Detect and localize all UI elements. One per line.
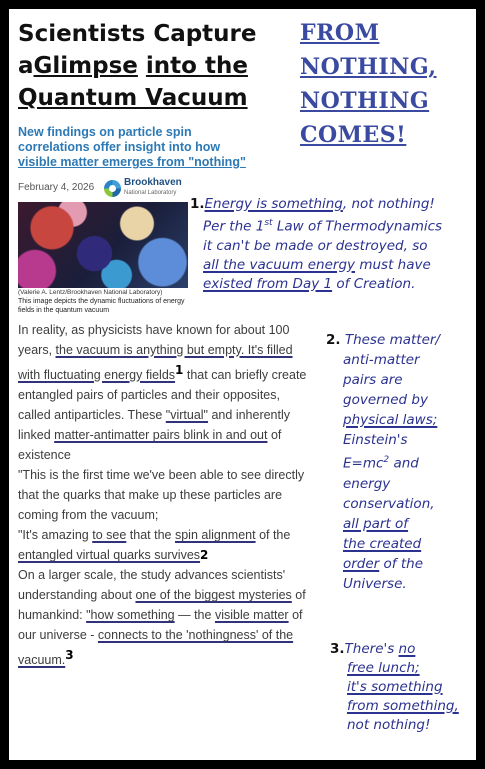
slogan-line-4: COMES! <box>300 122 407 148</box>
note-3-free-lunch: free lunch; <box>347 660 420 676</box>
note-1-number: 1. <box>190 196 205 212</box>
highlight-spin-alignment: spin alignment <box>174 528 256 543</box>
highlight-visible-matter: visible matter <box>214 608 289 623</box>
note-text: There's <box>344 641 399 657</box>
note-text: anti-matter <box>343 352 420 368</box>
publisher-name: Brookhaven <box>124 177 182 188</box>
note-3-number: 3. <box>330 641 345 657</box>
article-body <box>18 320 310 670</box>
subhead-line-2: correlations offer insight into how <box>18 140 221 154</box>
note-3-no: no <box>398 641 416 657</box>
headline-word-a: a <box>18 53 34 79</box>
note-text: and <box>389 455 419 472</box>
note-text: E=mc <box>343 455 384 472</box>
note-3 <box>330 640 475 735</box>
body-paragraph-1 <box>18 320 310 465</box>
note-text: conservation, <box>343 495 435 512</box>
note-text: Universe. <box>343 575 407 592</box>
note-text: Law of Thermodynamics <box>272 218 443 235</box>
body-text: of the <box>259 528 291 543</box>
body-text: and inherently linked <box>18 408 291 443</box>
highlight-to-see: to see <box>92 528 127 543</box>
slogan-line-1: FROM <box>300 20 380 46</box>
note-2-all-part-of: all part of <box>343 515 409 532</box>
note-text: , not nothing! <box>342 196 435 212</box>
body-paragraph-3 <box>18 525 310 565</box>
highlight-matter-antimatter: matter-antimatter pairs blink in and out <box>54 428 268 443</box>
note-text: governed by <box>343 392 428 408</box>
note-text: energy <box>343 475 391 492</box>
headline-line-2 <box>18 50 298 82</box>
highlight-how-something: "how something <box>86 608 175 623</box>
note-superscript: st <box>264 218 273 228</box>
highlight-biggest-mysteries: one of the biggest mysteries <box>135 588 292 603</box>
note-text: Einstein's <box>343 432 408 448</box>
headline-line-3 <box>18 82 298 114</box>
marker-3: 3 <box>65 648 74 663</box>
body-text: "It's amazing <box>18 528 89 543</box>
note-text: not nothing! <box>347 717 431 733</box>
article-headline <box>18 18 298 114</box>
note-1-vacuum-energy: all the vacuum energy <box>203 256 356 273</box>
body-text: — the <box>178 608 212 623</box>
headline-into-the: into the <box>145 53 248 79</box>
note-1-day-one: existed from Day 1 <box>203 275 333 292</box>
brookhaven-logo-icon <box>104 180 121 197</box>
subhead-line-1: New findings on particle spin <box>18 125 192 139</box>
article-date: February 4, 2026 <box>18 182 95 193</box>
note-2-number: 2. <box>326 332 341 348</box>
headline-glimpse: Glimpse <box>33 53 138 79</box>
body-text: of existence <box>18 428 282 463</box>
note-3-from-something: from something, <box>347 698 459 714</box>
article-subhead <box>18 125 300 170</box>
note-2-the-created: the created <box>343 535 422 552</box>
slogan <box>300 16 470 152</box>
highlight-nothingness: connects to the 'nothingness' of the vacuum. <box>18 628 294 668</box>
headline-quantum-vacuum: Quantum Vacuum <box>18 85 248 111</box>
note-text: must have <box>355 256 431 273</box>
note-text: it can't be made or destroyed, so <box>203 237 428 254</box>
note-text: of the <box>379 555 423 572</box>
quantum-vacuum-image <box>18 202 188 288</box>
note-1 <box>190 195 468 294</box>
slogan-line-2: NOTHING, <box>300 54 437 80</box>
body-text: that can briefly create entangled pairs of particles and their opposites, called antiparticles. These <box>18 368 307 423</box>
note-3-its-something: it's something <box>347 679 443 695</box>
highlight-entangled-quarks: entangled virtual quarks survives <box>18 548 201 563</box>
highlight-virtual: "virtual" <box>165 408 208 423</box>
subhead-line-3: visible matter emerges from "nothing" <box>18 155 246 169</box>
brookhaven-logo <box>104 178 182 198</box>
image-caption: This image depicts the dynamic fluctuations of energy fields in the quantum vacuum <box>18 298 185 314</box>
note-2-physical-laws: physical laws; <box>343 412 438 428</box>
body-text: of humankind: <box>18 588 306 623</box>
body-text: of our universe - <box>18 608 303 643</box>
note-text: of Creation. <box>332 275 416 292</box>
note-text: Per the 1 <box>203 218 265 235</box>
body-text: In reality, as physicists have known for about 100 years, <box>18 323 290 357</box>
note-2-order: order <box>343 555 380 572</box>
highlight-vacuum-not-empty: the vacuum is anything but empty. It's filled with fluctuating energy fields <box>18 343 293 383</box>
note-text: These matter/ <box>344 332 440 348</box>
note-1-energy: Energy is something <box>204 196 343 212</box>
body-paragraph-2: "This is the first time we've been able to see directly that the quarks that make up these particles are coming from the vacuum; <box>18 468 305 523</box>
marker-2: 2 <box>200 548 209 563</box>
headline-line-1: Scientists Capture <box>18 21 257 47</box>
slogan-line-3: NOTHING <box>300 88 430 114</box>
note-2 <box>326 330 471 594</box>
publisher-sub: National Laboratory <box>124 190 177 196</box>
body-paragraph-4 <box>18 565 310 670</box>
marker-1: 1 <box>175 363 184 377</box>
body-text: that the <box>129 528 172 543</box>
body-text: On a larger scale, the study advances scientists' understanding about <box>18 568 286 603</box>
image-credit: (Valerie A. Lentz/Brookhaven National Laboratory) <box>18 289 163 296</box>
note-superscript: 2 <box>383 455 390 465</box>
note-text: pairs are <box>343 372 403 388</box>
